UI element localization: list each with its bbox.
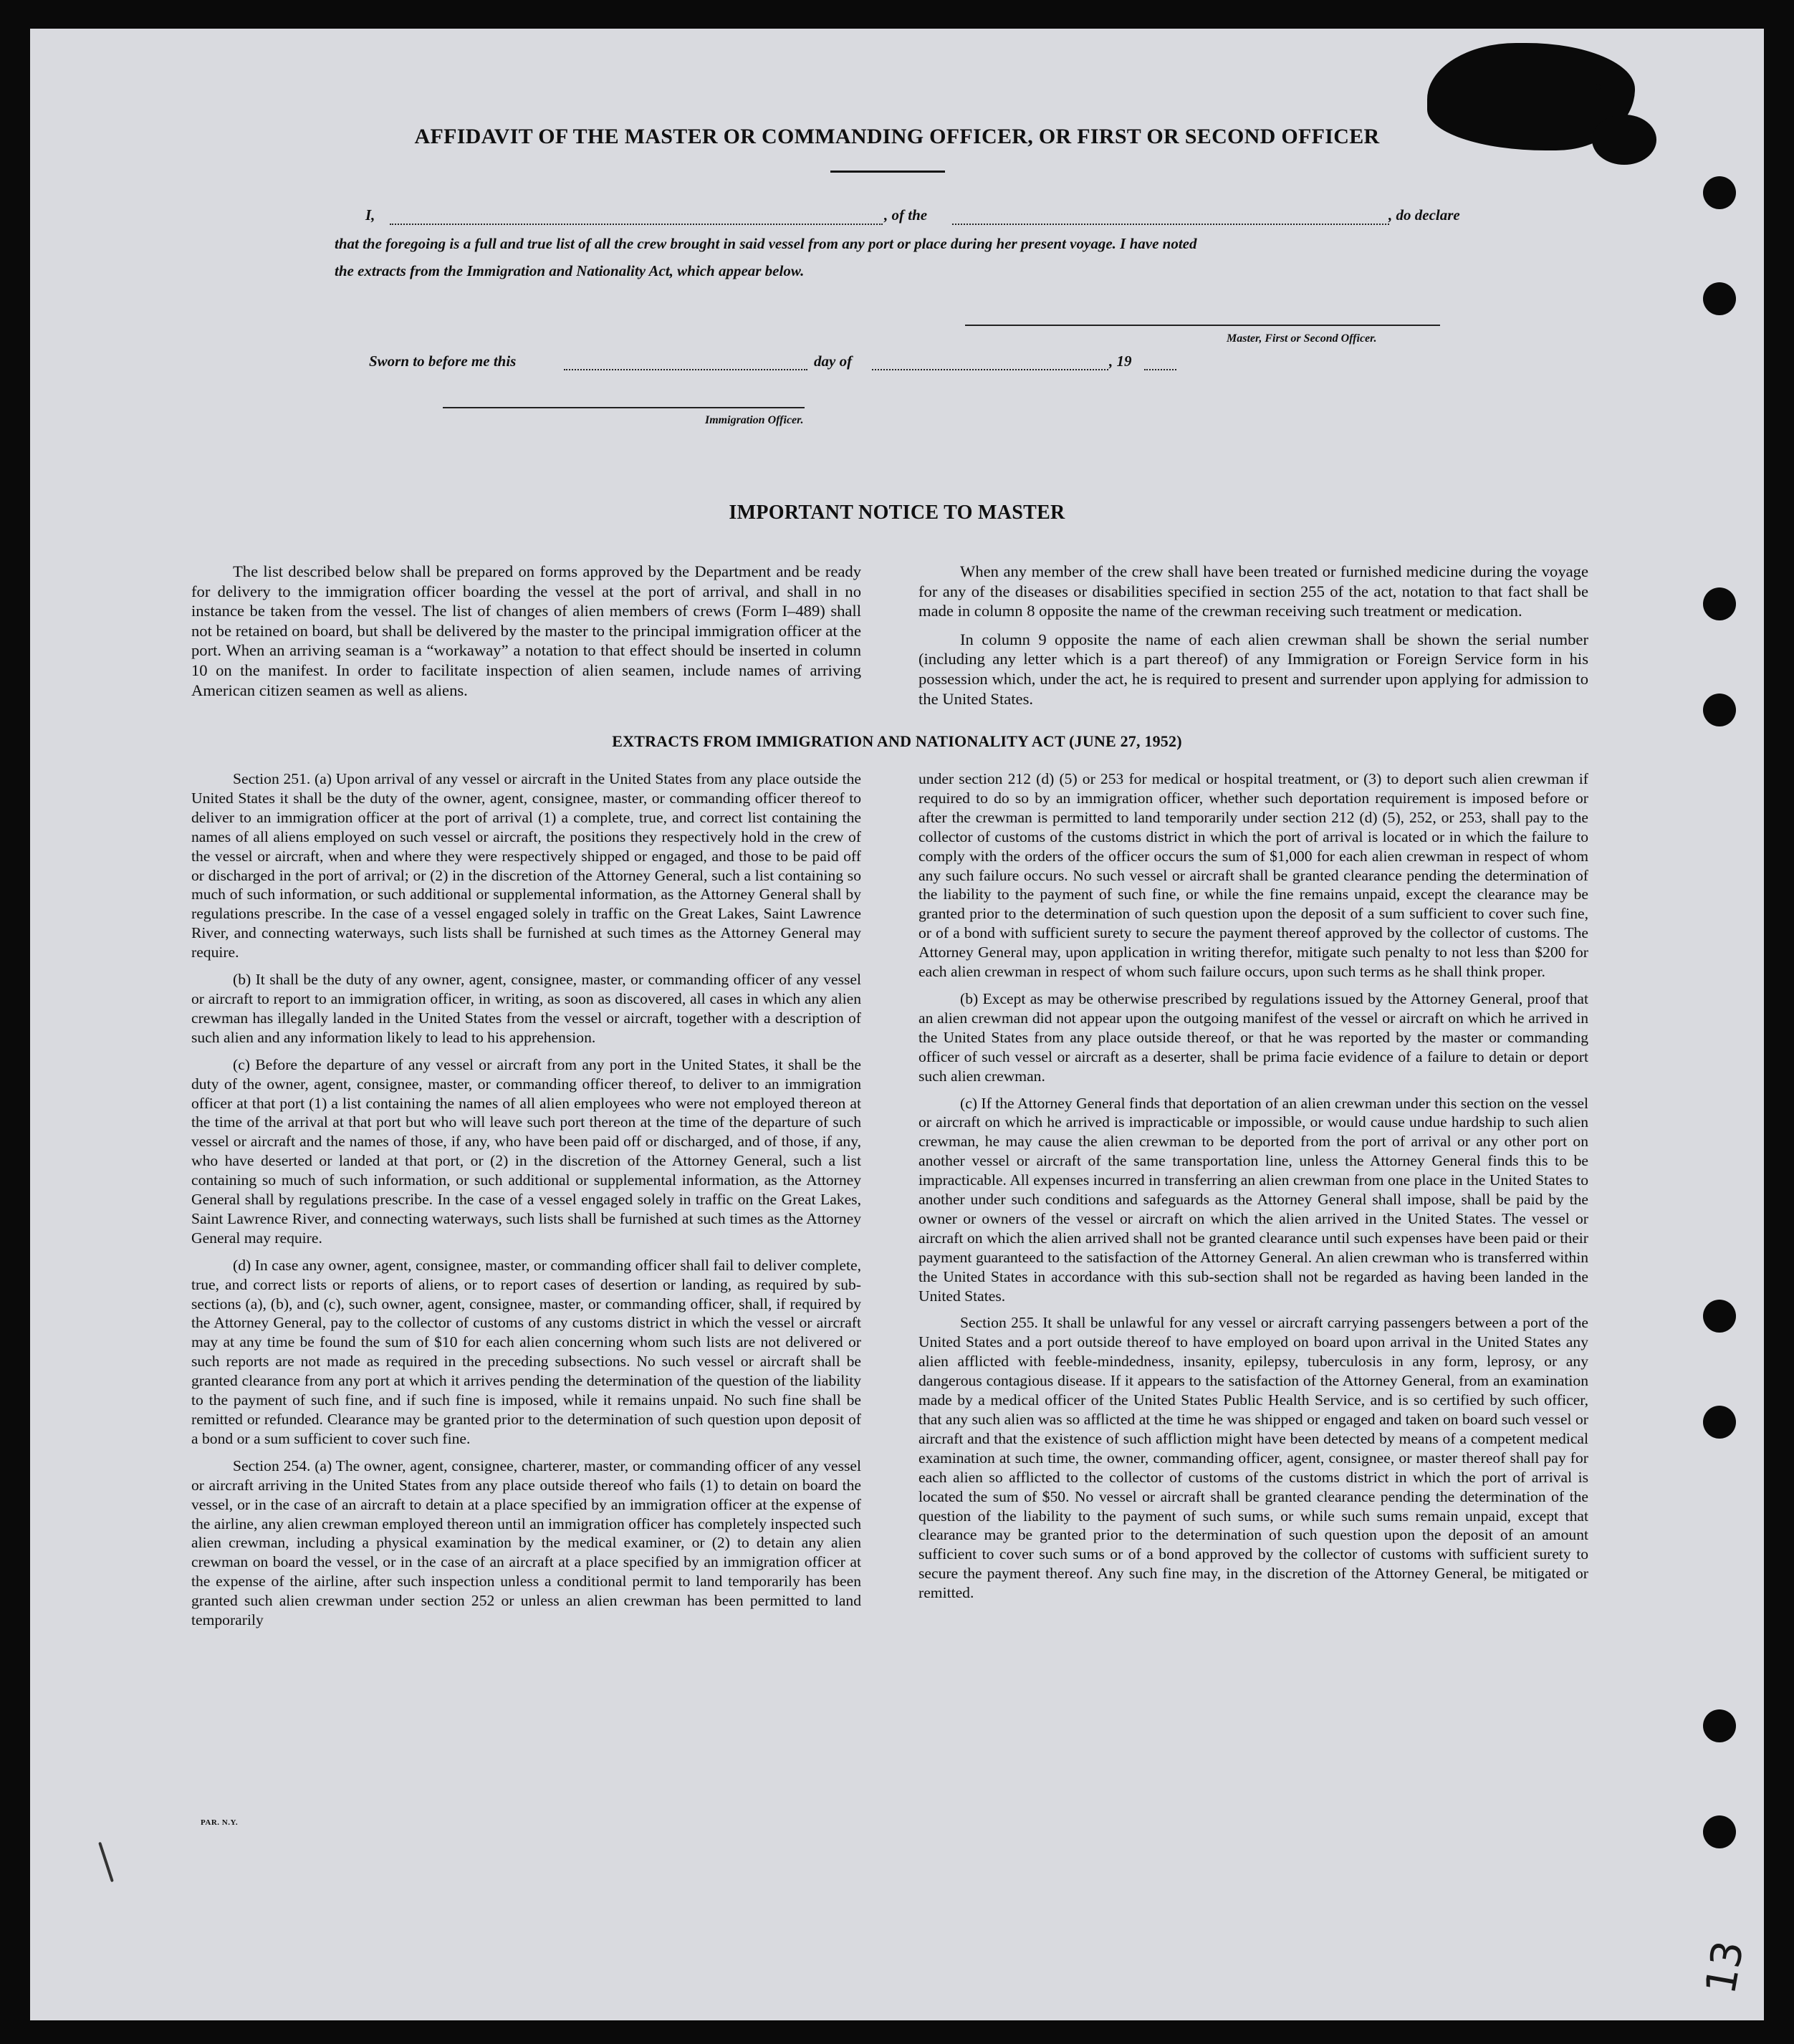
section-251b: (b) It shall be the duty of any owner, agent, consignee, master, or commanding officer of any vessel or aircraft to report to an immigration officer, in writing, as soon as discovered, all cases in which any alien crewman has illegally landed in the United States from the vessel or aircraft, together with a description of such alien and any information likely to lead to his apprehension. bbox=[191, 971, 861, 1046]
title-rule bbox=[830, 171, 945, 173]
master-signature-label: Master, First or Second Officer. bbox=[1227, 332, 1377, 345]
vessel-field[interactable] bbox=[952, 224, 1389, 225]
affidavit-do-declare-label: , do declare bbox=[1388, 206, 1460, 224]
immigration-officer-label: Immigration Officer. bbox=[705, 414, 804, 426]
sworn-day-field[interactable] bbox=[564, 369, 807, 370]
affidavit-line-3: the extracts from the Immigration and Nationality Act, which appear below. bbox=[335, 262, 805, 279]
document-page bbox=[30, 29, 1764, 2020]
punch-hole bbox=[1703, 1709, 1736, 1742]
ink-speck bbox=[1596, 85, 1601, 90]
officer-signature-line[interactable] bbox=[443, 407, 805, 408]
section-254a: Section 254. (a) The owner, agent, consignee, charterer, master, or commanding officer of any vessel or aircraft arriving in the United States from any place outside thereof who fails (1) to detain on board the vessel, or in the case of an aircraft to detain at a place specified by an immigration officer at the expense of the airline, any alien crewman employed thereon until an immigration officer has completely inspected such alien crewman, including a physical examination by the medical examiner, or (2) to detain any alien crewman on board the vessel, or in the case of an aircraft at a place specified by an immigration officer at the expense of the airline, after such inspection unless a conditional permit to land temporarily has been granted such alien crewman under section 252 or unless an alien crewman has been permitted to land temporarily bbox=[191, 1457, 861, 1629]
affidavit-of-the-label: , of the bbox=[884, 206, 928, 224]
section-251d: (d) In case any owner, agent, consignee, master, or commanding officer shall fail to deliver complete, true, and correct lists or reports of aliens, or to report cases of desertion or landing, as required by sub-sections (a), (b), and (c), such owner, agent, consignee, master, or commanding officer, shall, if required by the Attorney General, pay to the collector of customs of any customs district in which the vessel or aircraft may at any time be found the sum of $10 for each alien concerning whom such lists are not delivered or such reports are not made as required in the preceding subsections. No such vessel or aircraft shall be granted clearance from any port at which it arrives pending the determination of the question of the liability to the payment of such fine, and if such fine is imposed, while it remains unpaid. No such fine shall be remitted or refunded. Clearance may be granted prior to the determination of such question upon deposit of a bond or a sum sufficient to cover such fine. bbox=[191, 1256, 861, 1447]
day-of-label: day of bbox=[814, 352, 853, 370]
printer-mark: PAR. N.Y. bbox=[201, 1818, 239, 1827]
punch-hole bbox=[1703, 587, 1736, 620]
year-label: , 19 bbox=[1109, 352, 1132, 370]
notice-paragraph: When any member of the crew shall have been treated or furnished medicine during the voyage for any of the diseases or disabilities specified in section 255 of the act, notation to that fact shall be made in column 8 opposite the name of the crewman receiving such treatment or medication. bbox=[918, 562, 1588, 620]
section-251a: Section 251. (a) Upon arrival of any vessel or aircraft in the United States from any place outside the United States it shall be the duty of the owner, agent, consignee, master, or commanding officer thereof to deliver to an immigration officer at the port of arrival (1) a complete, true, and correct list containing the names of all aliens employed on such vessel or aircraft, the positions they respectively hold in the crew of the vessel or aircraft, when and where they were respectively shipped or engaged, and those to be paid off or discharged in the port of arrival; or (2) in the discretion of the Attorney General, such a list containing so much of such information, or such additional or supplemental information, as the Attorney General shall by regulations prescribe. In the case of a vessel engaged solely in traffic on the Great Lakes, Saint Lawrence River, and connecting waterways, such lists shall be furnished at such times as the Attorney General may require. bbox=[191, 770, 861, 961]
extracts-right-column bbox=[918, 769, 1588, 1611]
section-254a-continued: under section 212 (d) (5) or 253 for medical or hospital treatment, or (3) to deport such alien crewman if required to do so by an immigration officer, whether such deportation requirement is imposed before or after the crewman is permitted to land temporarily under section 212 (d) (5), 252, or 253, shall pay to the collector of customs of the customs district in which the port of arrival is located or in which the failure to comply with the orders of the officer occurs the sum of $1,000 for each alien crewman in respect of whom any such failure occurs. No such vessel or aircraft shall be granted clearance pending the determination of the liability to the payment of such fine, or while the fine remains unpaid, except the clearance may be granted prior to the determination of such question upon the deposit of a sum sufficient to cover such fine, or of a bond with sufficient surety to secure the payment thereof approved by the collector of customs. The Attorney General may, upon application in writing therefor, mitigate such penalty to not less than $200 for each alien crewman in respect of whom such failure occurs, upon such terms as he shall think proper. bbox=[918, 770, 1588, 981]
punch-hole bbox=[1703, 176, 1736, 209]
page-number-mark: 13 bbox=[1696, 1937, 1753, 1998]
extracts-title: EXTRACTS FROM IMMIGRATION AND NATIONALITY ACT (JUNE 27, 1952) bbox=[612, 732, 1182, 750]
punch-hole bbox=[1703, 694, 1736, 726]
notice-left-column bbox=[191, 562, 861, 709]
sworn-year-field[interactable] bbox=[1144, 369, 1176, 370]
notice-paragraph: In column 9 opposite the name of each alien crewman shall be shown the serial number (including any letter which is a part thereof) of any Immigration or Foreign Service form in his possession which, under the act, he is required to present and surrender upon applying for admission to the United States. bbox=[918, 630, 1588, 708]
notice-title: IMPORTANT NOTICE TO MASTER bbox=[729, 502, 1065, 524]
punch-hole bbox=[1703, 1406, 1736, 1439]
punch-hole bbox=[1703, 1815, 1736, 1848]
punch-hole bbox=[1703, 1300, 1736, 1333]
notice-right-column bbox=[918, 562, 1588, 717]
section-254c: (c) If the Attorney General finds that deportation of an alien crewman under this section on the vessel or aircraft on which he arrived is impracticable or impossible, or would cause undue hardship to such alien crewman, he may cause the alien crewman to be deported from the port of arrival or any other port on another vessel or aircraft of the same transportation line, unless the Attorney General finds this to be impracticable. All expenses incurred in transferring an alien crewman from one place in the United States to another under such conditions and safeguards as the Attorney General shall impose, shall be paid by the owner or owners of the vessel or aircraft on which the alien arrived in the United States. The vessel or aircraft on which the alien arrived shall not be granted clearance until such expenses have been paid or their payment guaranteed to the satisfaction of the Attorney General. An alien crewman who is transferred within the United States in accordance with this sub-section shall not be regarded as having been landed in the United States. bbox=[918, 1094, 1588, 1305]
sworn-label: Sworn to before me this bbox=[369, 352, 517, 370]
affidavit-title: AFFIDAVIT OF THE MASTER OR COMMANDING OFFICER, OR FIRST OR SECOND OFFICER bbox=[414, 125, 1380, 148]
pencil-mark bbox=[98, 1842, 114, 1882]
master-signature-line[interactable] bbox=[965, 325, 1440, 326]
notice-paragraph: The list described below shall be prepared on forms approved by the Department and be ready for delivery to the immigration officer boarding the vessel at the port of arrival, and shall in no instance be taken from the vessel. The list of changes of alien members of crews (Form I–489) shall not be retained on board, but shall be delivered by the master to the principal immigration officer at the port. When an arriving seaman is a “workaway” a notation to that effect should be inserted in column 10 on the manifest. In order to facilitate inspection of alien seamen, include names of arriving American citizen seamen as well as aliens. bbox=[191, 562, 861, 699]
affidavit-line-2: that the foregoing is a full and true list of all the crew brought in said vessel from any port or place during her present voyage. I have noted bbox=[335, 235, 1197, 252]
section-251c: (c) Before the departure of any vessel or aircraft from any port in the United States, it shall be the duty of the owner, agent, consignee, master, or commanding officer thereof, to deliver to an immigration officer at that port (1) a list containing the names of all alien employees who were not employed thereon at the time of the arrival at that port but who will leave such port thereon at the time of the departure of such vessel or aircraft and the names of those, if any, who have been paid off or discharged, and of those, if any, who have deserted or landed at that port, or (2) in the discretion of the Attorney General, such a list containing so much of such information, or such additional or supplemental information, as the Attorney General shall by regulations prescribe. In the case of a vessel engaged solely in traffic on the Great Lakes, Saint Lawrence River, and connecting waterways, such lists shall be furnished at such times as the Attorney General may require. bbox=[191, 1055, 861, 1247]
section-254b: (b) Except as may be otherwise prescribed by regulations issued by the Attorney General, proof that an alien crewman did not appear upon the outgoing manifest of the vessel or aircraft on which he arrived in the United States from any place outside thereof, or that he was reported by the master or commanding officer of such vessel or aircraft as a deserter, shall be prima facie evidence of a failure to detain or deport such alien crewman. bbox=[918, 989, 1588, 1085]
extracts-left-column bbox=[191, 769, 861, 1638]
affidavit-i-label: I, bbox=[365, 206, 375, 224]
sworn-month-field[interactable] bbox=[872, 369, 1108, 370]
punch-hole bbox=[1703, 282, 1736, 315]
section-255: Section 255. It shall be unlawful for any vessel or aircraft carrying passengers between a port of the United States and a port outside thereof to have employed on board upon arrival in the United States any alien afflicted with feeble-mindedness, insanity, epilepsy, tuberculosis in any form, leprosy, or any dangerous contagious disease. If it appears to the satisfaction of the Attorney General, from an examination made by a medical officer of the United States Public Health Service, and is so certified by such officer, that any such alien was so afflicted at the time he was shipped or engaged and taken on board such vessel or aircraft and that the existence of such affliction might have been detected by means of a competent medical examination at such time, the owner, commanding officer, agent, consignee, or master thereof shall pay for each alien so afflicted to the collector of customs of the customs district in which the port of arrival is located the sum of $50. No vessel or aircraft shall be granted clearance pending the determination of the question of the liability to the payment of such sums, or while such sums remain unpaid, except that clearance may be granted prior to the determination of such question upon the deposit of an amount sufficient to cover such sums or of a bond approved by the collector of customs with sufficient surety to secure the payment thereof. Any such fine may, in the discretion of the Attorney General, be mitigated or remitted. bbox=[918, 1314, 1588, 1602]
name-field[interactable] bbox=[390, 224, 883, 225]
